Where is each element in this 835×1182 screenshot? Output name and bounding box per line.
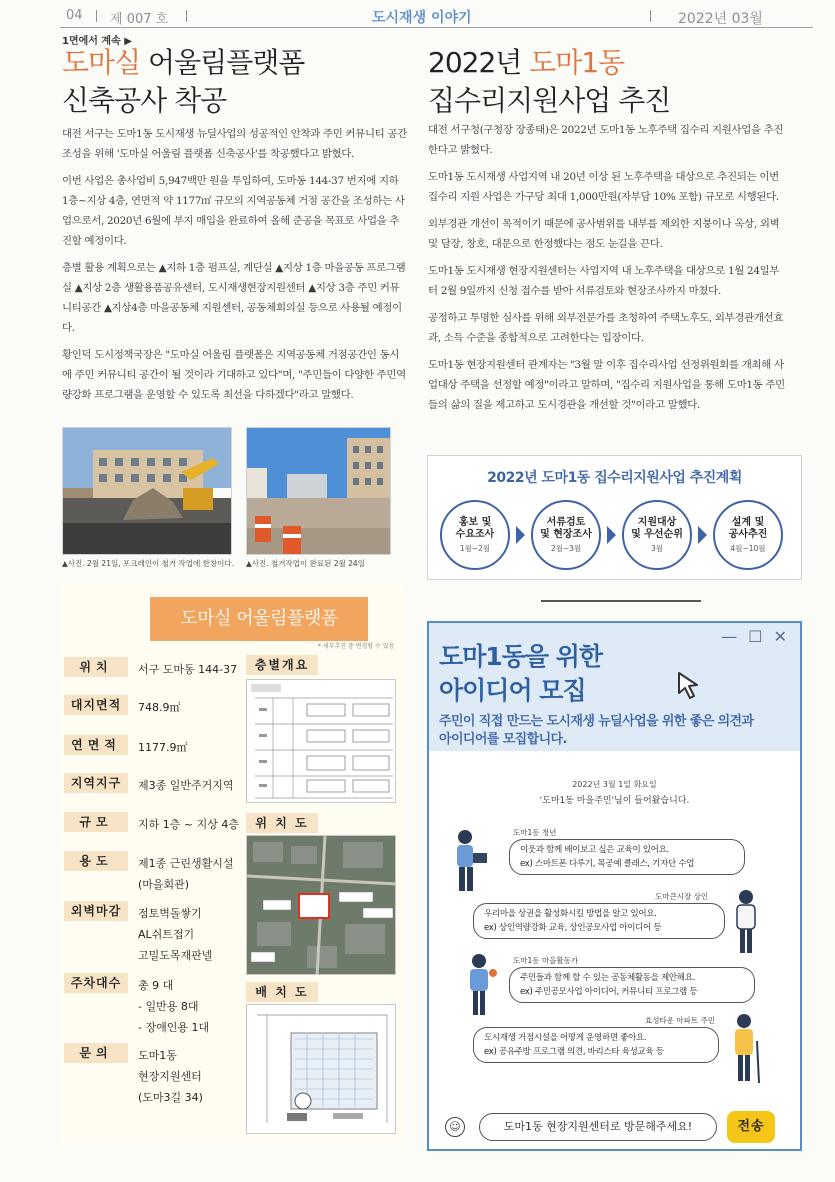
info-value [138, 853, 248, 895]
repair-plan-diagram [427, 455, 802, 580]
section-divider [541, 600, 701, 602]
idea-window-header [429, 623, 800, 751]
title-line2: 신축공사 착공 [62, 84, 227, 117]
merchant-person-icon [731, 889, 761, 955]
site-plan-heading: 배 치 도 [246, 982, 318, 1002]
chat-line: ex) 상인역량강화 교육, 상인공모사업 아이디어 등 [484, 923, 662, 933]
floor-overview-heading: 층별개요 [246, 655, 318, 675]
step-line2: 및 현장조사 [540, 528, 592, 540]
emoji-icon[interactable]: ☺ [445, 1117, 465, 1137]
issue-number: 제 007 호 [110, 12, 169, 27]
header-rule [60, 27, 813, 28]
paragraph: 층별 활용 계획으로는 ▲지하 1층 펌프실, 계단실 ▲지상 1층 마을공동 프로그램실 ▲지상 2층 생활용품공유센터, 도시재생현장지원센터 ▲지상 3층 주민 커뮤니티공간 ▲지상4층 마을공동체 지원센터, 공동체회의실 등으로 사용될 예정이다. [62, 262, 406, 334]
chat-line: 우리마을 상권을 활성화시킬 방법을 알고 있어요. [484, 909, 657, 919]
photo-caption: ▲사진. 2월 21일, 포크레인이 철거 작업에 한창이다. [62, 559, 234, 568]
step-period: 3월 [650, 543, 664, 553]
site-plan-figure [246, 1004, 396, 1134]
facility-title: 도마실 어울림플랫폼 [150, 597, 368, 641]
chat-line: 도시재생 거점시설을 어떻게 운영하면 좋아요. [484, 1033, 647, 1043]
info-label: 용도 [64, 851, 128, 871]
message-sender: 효성타운 아파트 주민 [645, 1016, 715, 1025]
title-accent: 도마1동 [529, 46, 625, 79]
info-value: 1177.9㎡ [138, 741, 188, 754]
arrow-right-icon [698, 526, 707, 544]
facility-info-panel [60, 583, 405, 1143]
plan-step [713, 500, 783, 570]
location-map-heading: 위 치 도 [246, 813, 318, 833]
title-year: 2022년 [428, 46, 530, 79]
right-article-title [428, 44, 670, 120]
header-divider [96, 10, 97, 22]
info-value-line: - 일반용 8대 [138, 1000, 199, 1013]
info-value [138, 975, 248, 1038]
info-value [138, 1045, 248, 1108]
construction-photo-2 [246, 427, 391, 555]
step-line1: 설계 및 [731, 516, 765, 528]
header-divider [650, 10, 651, 22]
continued-label: 1면에서 계속 ▶ [62, 36, 132, 47]
info-value-line: 점토벽돌쌓기 [138, 907, 202, 920]
newsletter-title: 도시재생 이야기 [372, 10, 472, 26]
paragraph: 도마1동 현장지원센터 관계자는 "3월 말 이후 집수리사업 선정위원회를 개최해 사업대상 주택을 선정할 예정"이라고 말하며, "집수리 지원사업을 통해 도마1동 주민들의 삶의 질을 제고하고 도시경관을 개선할 것"이라고 말했다. [428, 359, 785, 411]
header-divider [186, 10, 187, 22]
send-button[interactable]: 전송 [727, 1111, 775, 1143]
idea-heading-line1: 도마1동을 위한 [439, 642, 602, 671]
step-line1: 지원대상 [637, 516, 677, 528]
chat-line: 이웃과 함께 배이보고 싶은 교육이 있어요. [520, 845, 669, 855]
issue-date: 2022년 03월 [678, 11, 763, 27]
info-label: 위치 [64, 657, 128, 677]
plan-title: 2022년 도마1동 집수리지원사업 추진계획 [487, 470, 742, 486]
facility-note: * 세부추진 중 변경될 수 있음 [318, 643, 395, 650]
activist-person-icon [465, 953, 499, 1017]
window-controls[interactable]: — ☐ ✕ [721, 627, 790, 646]
paragraph: 도마1동 도시재생 사업지역 내 20년 이상 된 노후주택을 대상으로 추진되는 이번 집수리 지원 사업은 가구당 최대 1,000만원(자부담 10% 포함) 규모로 시행된다. [428, 171, 779, 203]
info-value: 서구 도마동 144-37 [138, 663, 238, 676]
mouse-cursor-icon [677, 671, 701, 699]
photo-caption: ▲사진. 철거작업이 완료된 2월 24일 [246, 559, 365, 568]
plan-step [440, 500, 510, 570]
idea-recruitment-window [427, 621, 802, 1151]
arrow-right-icon [607, 526, 616, 544]
paragraph: 대전 서구청(구청장 장종태)은 2022년 도마1동 노후주택 집수리 지원사업을 추진한다고 밝혔다. [428, 124, 784, 156]
left-article-body [62, 124, 407, 412]
step-line1: 서류검토 [546, 516, 586, 528]
step-period: 1월~2월 [459, 543, 491, 553]
chat-line: ex) 스마트폰 다루기, 목공예 클래스, 기자단 수업 [520, 859, 695, 869]
step-line1: 홍보 및 [458, 516, 492, 528]
title-accent: 도마실 [62, 46, 141, 79]
idea-subheading: 주민이 직접 만드는 도시재생 뉴딜사업을 위한 좋은 의견과 아이디어를 모집합니다. [439, 714, 754, 747]
paragraph: 이번 사업은 총사업비 5,947백만 원을 투입하여, 도마동 144-37 번지에 지하 1층~지상 4층, 연면적 약 1177㎡ 규모의 지역공동체 거점 공간을 조성하는 사업으로서, 2020년 6월에 부지 매입을 완료하여 올해 준공을 목표로 사업을 추진할 예정이다. [62, 175, 405, 247]
info-label: 연면적 [64, 735, 128, 755]
chat-join-notice: '도마1동 마을주민'님이 들어왔습니다. [539, 796, 690, 806]
chat-bubble [473, 1027, 719, 1063]
page-number: 04 [66, 8, 83, 23]
info-value-line: AL쉬트접기 [138, 928, 195, 941]
info-value-line: - 장애인용 1대 [138, 1021, 210, 1034]
step-period: 2월~3월 [550, 543, 582, 553]
title-rest: 어울림플랫폼 [140, 46, 305, 79]
floor-plan-figure [246, 679, 396, 803]
message-sender: 도마1동 청년 [513, 828, 557, 837]
left-article-title [62, 44, 304, 120]
info-value-line: 총 9 대 [138, 979, 174, 992]
chat-bubble [509, 839, 745, 875]
info-label: 대지면적 [64, 695, 128, 715]
info-value: 748.9㎡ [138, 701, 181, 714]
paragraph: 도마1동 도시재생 현장지원센터는 사업지역 내 노후주택을 대상으로 1월 24일부터 2월 9일까지 신청 접수를 받아 서류검토와 현장조사까지 마쳤다. [428, 265, 780, 297]
chat-input[interactable]: 도마1동 현장지원센터로 방문해주세요! [479, 1113, 717, 1141]
info-value-line: (도마3길 34) [138, 1091, 203, 1104]
info-value-line: 제1종 근린생활시설 [138, 857, 234, 870]
paragraph: 대전 서구는 도마1동 도시재생 뉴딜사업의 성공적인 안착과 주민 커뮤니티 공간 조성을 위해 '도마실 어울림 플랫폼 신축공사'를 착공했다고 밝혔다. [62, 128, 407, 160]
step-period: 4월~10월 [730, 543, 766, 553]
chat-bubble [509, 967, 755, 1003]
info-label: 문의 [64, 1043, 128, 1063]
title-line2: 집수리지원사업 추진 [428, 84, 671, 117]
chat-line: 주민들과 함께 할 수 있는 공동체활동을 제안해요. [520, 973, 696, 983]
info-value-line: 도마1동 [138, 1049, 177, 1062]
info-value-line: (마을회관) [138, 878, 190, 891]
chat-input-bar [429, 1107, 800, 1149]
chat-bubble [473, 903, 725, 939]
info-value-line: 현장지원센터 [138, 1070, 202, 1083]
message-sender: 도마1동 마을활동가 [513, 956, 579, 965]
youth-person-icon [447, 827, 489, 897]
info-label: 외벽마감 [64, 901, 128, 921]
arrow-right-icon [516, 526, 525, 544]
chat-line: ex) 주민공모사업 아이디어, 커뮤니티 프로그램 등 [520, 987, 698, 997]
info-value [138, 903, 248, 966]
plan-step [622, 500, 692, 570]
step-line2: 공사추진 [728, 528, 768, 540]
step-line2: 및 우선순위 [631, 528, 683, 540]
plan-step [531, 500, 601, 570]
construction-photo-1 [62, 427, 232, 555]
info-value: 지하 1층 ~ 지상 4층 [138, 818, 239, 831]
step-line2: 수요조사 [455, 528, 495, 540]
chat-date: 2022년 3월 1일 화요일 [572, 780, 657, 789]
paragraph: 공정하고 투명한 심사를 위해 외부전문가를 초청하여 주택노후도, 외부경관개선효과, 소득 수준을 종합적으로 고려한다는 입장이다. [428, 312, 784, 344]
location-map-figure [246, 835, 396, 975]
paragraph: 외부경관 개선이 목적이기 때문에 공사범위를 내부를 제외한 지붕이나 옥상, 외벽 및 담장, 창호, 대문으로 한정했다는 점도 눈길을 끈다. [428, 218, 780, 250]
chat-line: ex) 공유주방 프로그램 의견, 바리스타 육성교육 등 [484, 1047, 664, 1057]
info-value: 제3종 일반주거지역 [138, 779, 234, 792]
right-article-body [428, 120, 786, 422]
info-value-line: 고밀도목재판넬 [138, 949, 213, 962]
message-sender: 도마큰시장 상인 [655, 892, 709, 901]
senior-person-icon [729, 1013, 763, 1085]
info-label: 규모 [64, 812, 128, 832]
page-header [0, 0, 835, 26]
info-label: 지역지구 [64, 773, 128, 793]
info-label: 주차대수 [64, 973, 128, 993]
idea-heading-line2: 아이디어 모집 [439, 676, 586, 705]
paragraph: 황인덕 도시정책국장은 "도마실 어울림 플랫폼은 지역공동체 거점공간인 동시에 주민 커뮤니티 공간이 될 것이라 기대하고 있다"며, "주민들이 다양한 주민역량강화 프로그램을 운영할 수 있도록 최선을 다하겠다"라고 말했다. [62, 349, 406, 401]
